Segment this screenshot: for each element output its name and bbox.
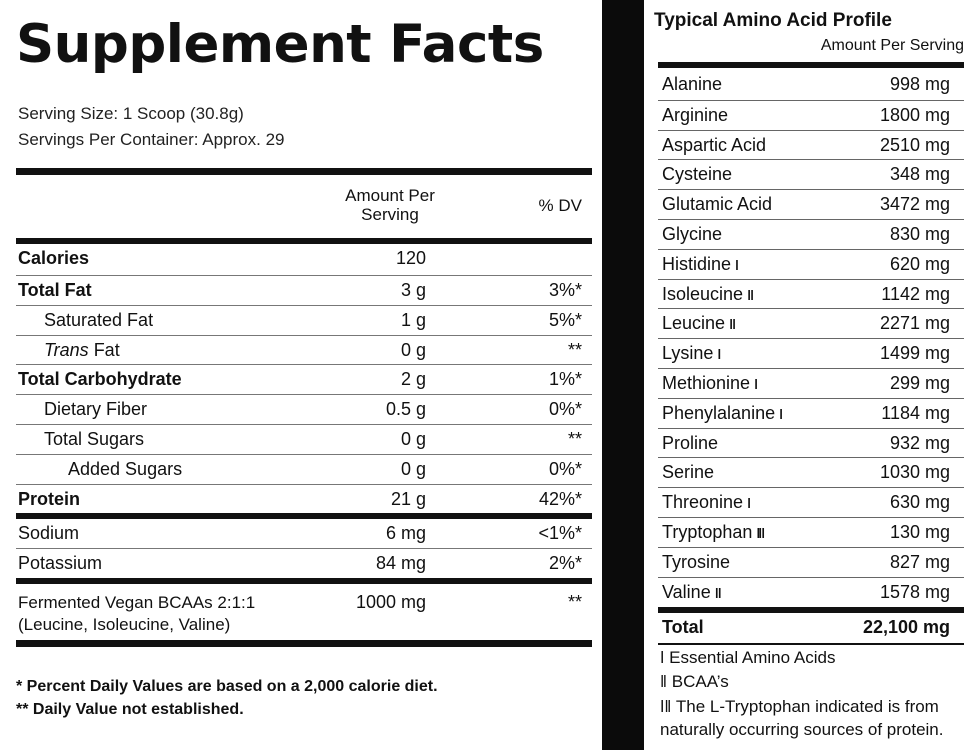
fact-amount: 1 g: [400, 310, 426, 330]
fact-amount: 2 g: [400, 369, 426, 389]
amino-total-row: [658, 613, 964, 642]
amino-name: [662, 462, 718, 483]
amino-value: 1030 mg: [879, 462, 950, 483]
amino-mark: ǀ: [735, 256, 737, 273]
amino-name-text: Isoleucine: [662, 283, 744, 304]
amino-row: [658, 100, 964, 130]
amino-row: [658, 249, 964, 279]
amino-value: 1184 mg: [881, 402, 950, 423]
fact-amount: 1000 mg: [355, 592, 426, 612]
amino-name: [662, 105, 732, 126]
fact-row-total-sugars: [16, 424, 592, 454]
fact-dv: 42%*: [538, 489, 582, 509]
amino-value: 299 mg: [889, 373, 950, 393]
total-value: 22,100 mg: [862, 617, 950, 637]
amount-per-serving-header: Amount Per Serving: [345, 186, 435, 224]
amino-row: [658, 457, 964, 487]
amino-name-text: Alanine: [662, 74, 723, 94]
amino-row: [658, 398, 964, 428]
amino-value: 620 mg: [889, 253, 950, 274]
amino-name-text: Leucine: [662, 313, 726, 334]
fact-dv: **: [567, 592, 582, 612]
amino-name-text: Lysine: [662, 343, 714, 364]
note-bcaa: ǁ BCAA’s: [660, 672, 729, 691]
amino-name: [662, 343, 719, 364]
amino-name: [662, 135, 770, 156]
amino-name-text: Aspartic Acid: [662, 134, 767, 155]
amino-name: [662, 313, 734, 334]
bcaa-name-line1: Fermented Vegan BCAAs 2:1:1: [18, 593, 256, 612]
amino-name-text: Glycine: [662, 224, 723, 244]
fact-name: [44, 340, 120, 361]
fact-row-calories: [16, 238, 592, 273]
fact-dv: **: [567, 340, 582, 360]
amino-name: [662, 194, 776, 215]
amino-row: [658, 487, 964, 517]
fact-row-dietary-fiber: [16, 394, 592, 424]
amino-row: [658, 577, 964, 607]
amino-name: [662, 552, 734, 573]
amino-value: 998 mg: [889, 74, 950, 94]
fact-dv: 3%*: [548, 280, 582, 300]
amino-value: 2510 mg: [879, 134, 950, 155]
amino-row: [658, 517, 964, 547]
fact-name: Total Fat: [18, 280, 92, 300]
amino-row: [658, 368, 964, 398]
fact-row-total-carbohydrate: [16, 364, 592, 394]
fact-dv: 5%*: [548, 310, 582, 330]
thick-divider: [16, 168, 592, 175]
amino-name: [662, 74, 726, 95]
amino-mark: ǀ: [754, 376, 756, 392]
fact-name: Saturated Fat: [44, 310, 154, 330]
fact-name: Calories: [18, 248, 90, 268]
amino-row: [658, 428, 964, 458]
fact-row-trans-fat: [16, 335, 592, 365]
amino-name-text: Glutamic Acid: [662, 194, 773, 215]
fact-name: Protein: [18, 489, 81, 509]
fact-dv: 0%*: [548, 459, 582, 479]
amino-row: [658, 338, 964, 368]
divider: [658, 643, 964, 645]
fact-amount: 21 g: [390, 489, 426, 509]
dv-header: % DV: [538, 196, 582, 215]
fact-dv: 2%*: [548, 553, 582, 573]
footnote-dv: * Percent Daily Values are based on a 2,000 calorie diet.: [16, 678, 438, 695]
amino-value: 2271 mg: [879, 313, 950, 334]
fact-row-added-sugars: [16, 454, 592, 484]
amino-value: 348 mg: [889, 164, 950, 185]
fact-amount: 84 mg: [375, 553, 426, 573]
footnote-not-established: ** Daily Value not established.: [16, 701, 244, 718]
amino-name: [662, 403, 781, 424]
amino-name: [662, 492, 749, 513]
amino-value: 1142 mg: [881, 283, 950, 304]
amino-value: 3472 mg: [879, 194, 950, 215]
note-essential: ǀ Essential Amino Acids: [660, 648, 836, 667]
amino-row: [658, 279, 964, 309]
fact-name: Sodium: [18, 523, 80, 543]
amino-name-text: Tryptophan: [662, 522, 753, 542]
amino-name: [662, 224, 726, 245]
amino-name: [662, 254, 737, 275]
fact-amount: 120: [395, 248, 426, 268]
amino-row: [658, 159, 964, 189]
amino-name-text: Arginine: [662, 104, 729, 125]
amino-row: [658, 219, 964, 249]
fact-name: Total Carbohydrate: [18, 369, 182, 389]
amino-value: 830 mg: [889, 224, 950, 244]
amino-name-text: Proline: [662, 432, 719, 453]
amino-profile-subtitle: Amount Per Serving: [820, 37, 964, 54]
fact-name: Added Sugars: [68, 459, 183, 479]
amino-row: [658, 308, 964, 338]
fact-row-total-fat: [16, 275, 592, 305]
amino-value: 1578 mg: [879, 581, 950, 602]
fact-row-protein: [16, 484, 592, 514]
fact-name: Potassium: [18, 553, 103, 573]
amino-row: [658, 70, 964, 99]
amino-mark: ǁ: [729, 316, 735, 333]
fact-name: [18, 592, 255, 636]
amino-mark: ǁ: [747, 286, 753, 303]
amino-mark: ǀ: [717, 346, 720, 363]
amino-name-text: Valine: [662, 581, 711, 602]
amino-acid-profile-panel: [644, 0, 978, 750]
fact-amount: 0 g: [400, 459, 426, 479]
fact-amount: 0 g: [400, 340, 426, 360]
amino-value: 130 mg: [889, 522, 950, 542]
amino-name: [662, 164, 736, 185]
fact-dv: 0%*: [548, 399, 582, 419]
amino-value: 630 mg: [889, 492, 950, 513]
fact-amount: 0.5 g: [385, 399, 426, 419]
note-tryptophan-1: ǀǁ The L-Tryptophan indicated is from: [660, 697, 939, 716]
trans-italic: Trans: [44, 340, 89, 360]
amino-row: [658, 189, 964, 219]
amino-name: [662, 373, 756, 394]
amino-name-text: Cysteine: [662, 164, 733, 185]
amino-name: [662, 522, 763, 543]
amino-value: 1499 mg: [879, 343, 950, 364]
amino-name-text: Tyrosine: [662, 551, 731, 572]
amino-row: [658, 547, 964, 577]
fact-row-saturated-fat: [16, 305, 592, 335]
note-tryptophan-2: naturally occurring sources of protein.: [660, 720, 944, 739]
fact-amount: 0 g: [400, 429, 426, 449]
total-label: Total: [662, 617, 704, 637]
amino-name: [662, 582, 720, 603]
thick-divider: [658, 62, 964, 68]
amino-name-text: Methionine: [662, 373, 751, 393]
thick-divider: [16, 640, 592, 647]
servings-per-container: Servings Per Container: Approx. 29: [18, 130, 285, 149]
serving-size: Serving Size: 1 Scoop (30.8g): [18, 104, 244, 123]
fact-name: Dietary Fiber: [44, 399, 148, 419]
fact-name: Total Sugars: [44, 429, 145, 449]
fact-row-bcaas: [16, 578, 592, 644]
amino-name-text: Serine: [662, 462, 715, 483]
amino-mark: ǁ: [714, 584, 720, 601]
amino-name-text: Threonine: [662, 492, 744, 513]
amino-value: 827 mg: [889, 551, 950, 572]
fact-dv: 1%*: [548, 369, 582, 389]
amino-mark: ǀ: [747, 495, 749, 512]
bcaa-name-line2: (Leucine, Isoleucine, Valine): [18, 615, 231, 634]
amino-name: [662, 284, 752, 305]
amino-name-text: Phenylalanine: [662, 402, 776, 423]
fact-dv: **: [567, 429, 582, 449]
supplement-facts-title: Supplement Facts: [16, 14, 544, 75]
fact-row-potassium: [16, 548, 592, 578]
amino-value: 932 mg: [889, 432, 950, 453]
fact-amount: 3 g: [400, 280, 426, 300]
fact-dv: <1%*: [538, 523, 582, 543]
amino-name: [662, 433, 722, 454]
amino-name-text: Histidine: [662, 253, 732, 274]
fact-row-sodium: [16, 513, 592, 548]
amino-mark: ǀǁ: [756, 525, 764, 541]
amino-row: [658, 130, 964, 160]
trans-rest: Fat: [88, 340, 120, 360]
amino-mark: ǀ: [779, 405, 782, 422]
amino-value: 1800 mg: [879, 104, 950, 125]
amino-profile-title: Typical Amino Acid Profile: [654, 10, 892, 31]
fact-amount: 6 mg: [385, 523, 426, 543]
